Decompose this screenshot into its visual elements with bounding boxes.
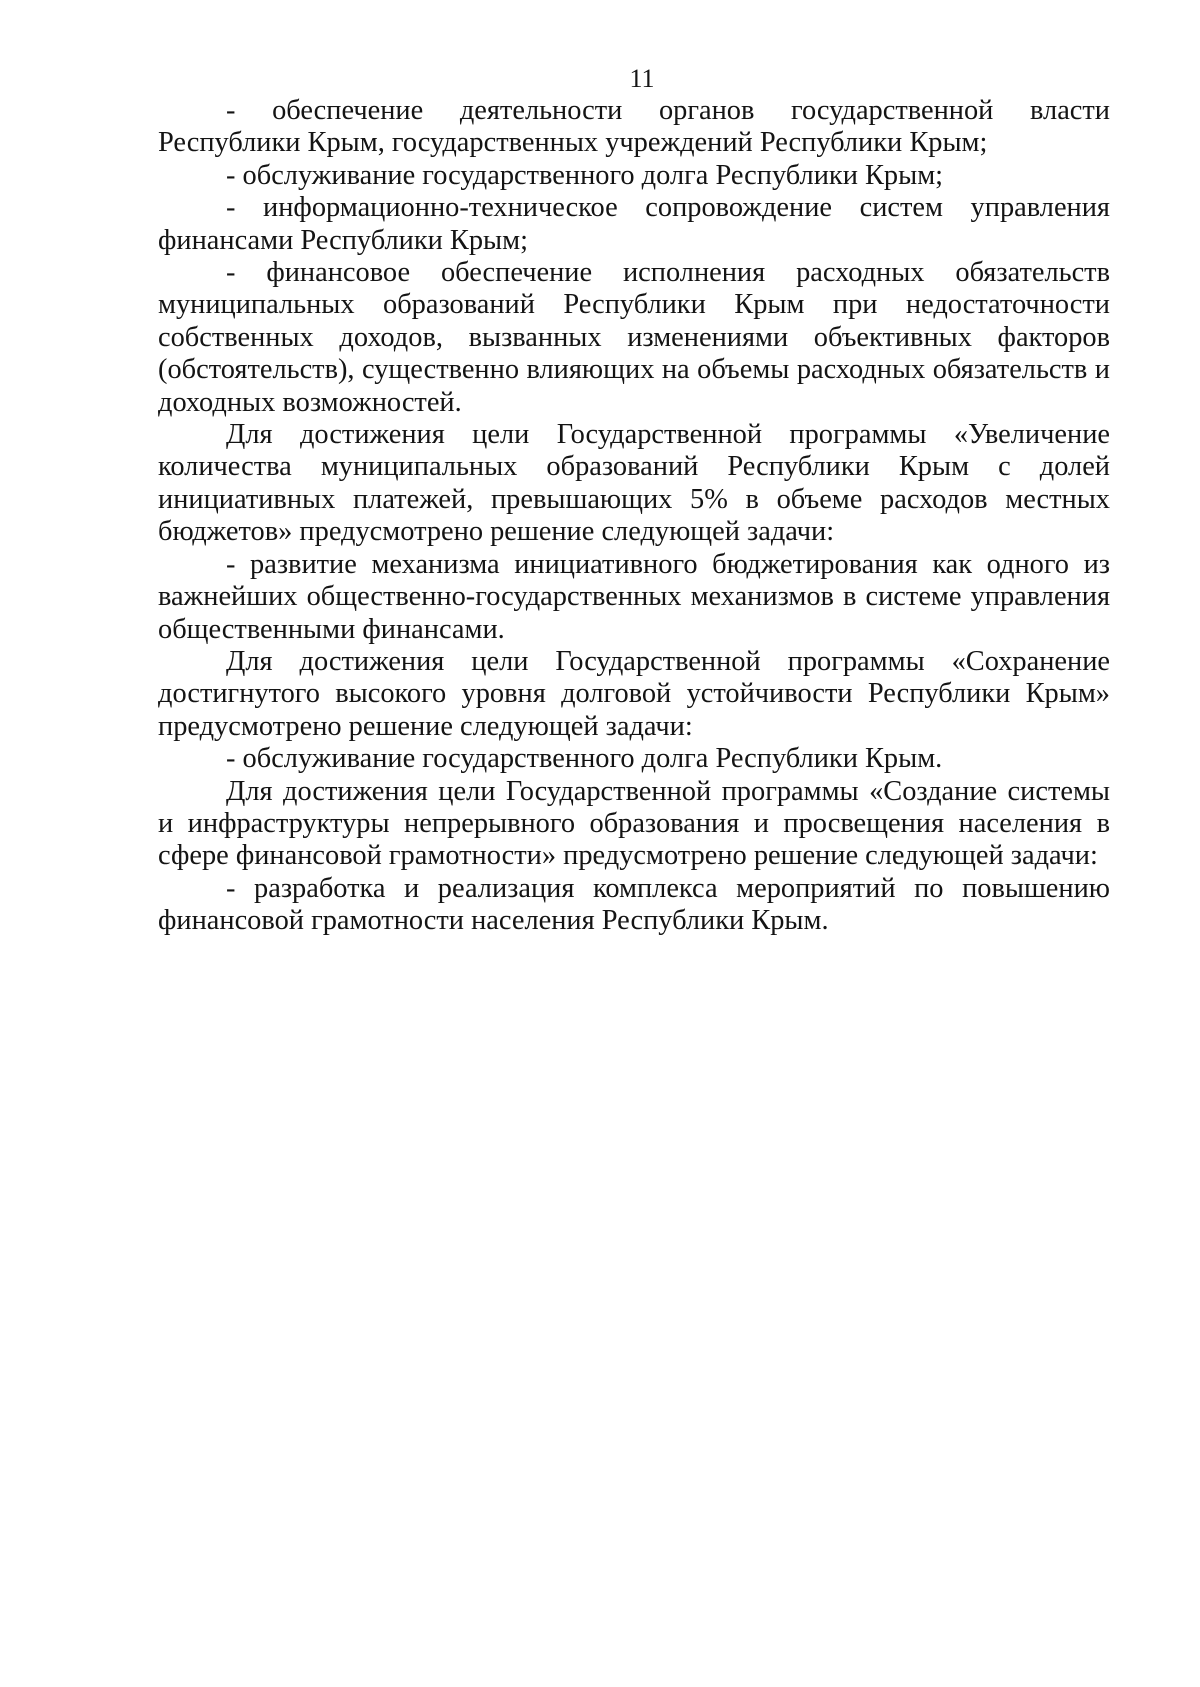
page-number: 11: [629, 64, 655, 93]
paragraph-8: - обслуживание государственного долга Республики Крым.: [226, 743, 943, 775]
paragraph-5: Для достижения цели Государственной программы «Увеличение количества муниципальных образований Республики Крым с долей инициативных платежей, превышающих 5% в объеме расходов местных бюджетов» предусмотрено решение следующей задачи:: [158, 419, 1110, 548]
paragraph-2: - обслуживание государственного долга Республики Крым;: [226, 159, 944, 191]
paragraph-6: - развитие механизма инициативного бюджетирования как одного из важнейших общественно-государственных механизмов в системе управления общественными финансами.: [158, 548, 1110, 645]
paragraph-10: - разработка и реализация комплекса мероприятий по повышению финансовой грамотности населения Республики Крым.: [158, 872, 1110, 937]
document-body: [158, 95, 1110, 938]
paragraph-9: Для достижения цели Государственной программы «Создание системы и инфраструктуры непрерывного образования и просвещения населения в сфере финансовой грамотности» предусмотрено решение следующей задачи:: [158, 775, 1110, 872]
paragraph-7: Для достижения цели Государственной программы «Сохранение достигнутого высокого уровня долговой устойчивости Республики Крым» предусмотрено решение следующей задачи:: [158, 645, 1110, 742]
paragraph-1: - обеспечение деятельности органов государственной власти Республики Крым, государственных учреждений Республики Крым;: [158, 95, 1110, 159]
paragraph-4: - финансовое обеспечение исполнения расходных обязательств муниципальных образований Республики Крым при недостаточности собственных доходов, вызванных изменениями объективных факторов (обстоятельств), существенно влияющих на объемы расходных обязательств и доходных возможностей.: [158, 257, 1110, 418]
paragraph-3: - информационно-техническое сопровождение систем управления финансами Республики Крым;: [158, 192, 1110, 256]
